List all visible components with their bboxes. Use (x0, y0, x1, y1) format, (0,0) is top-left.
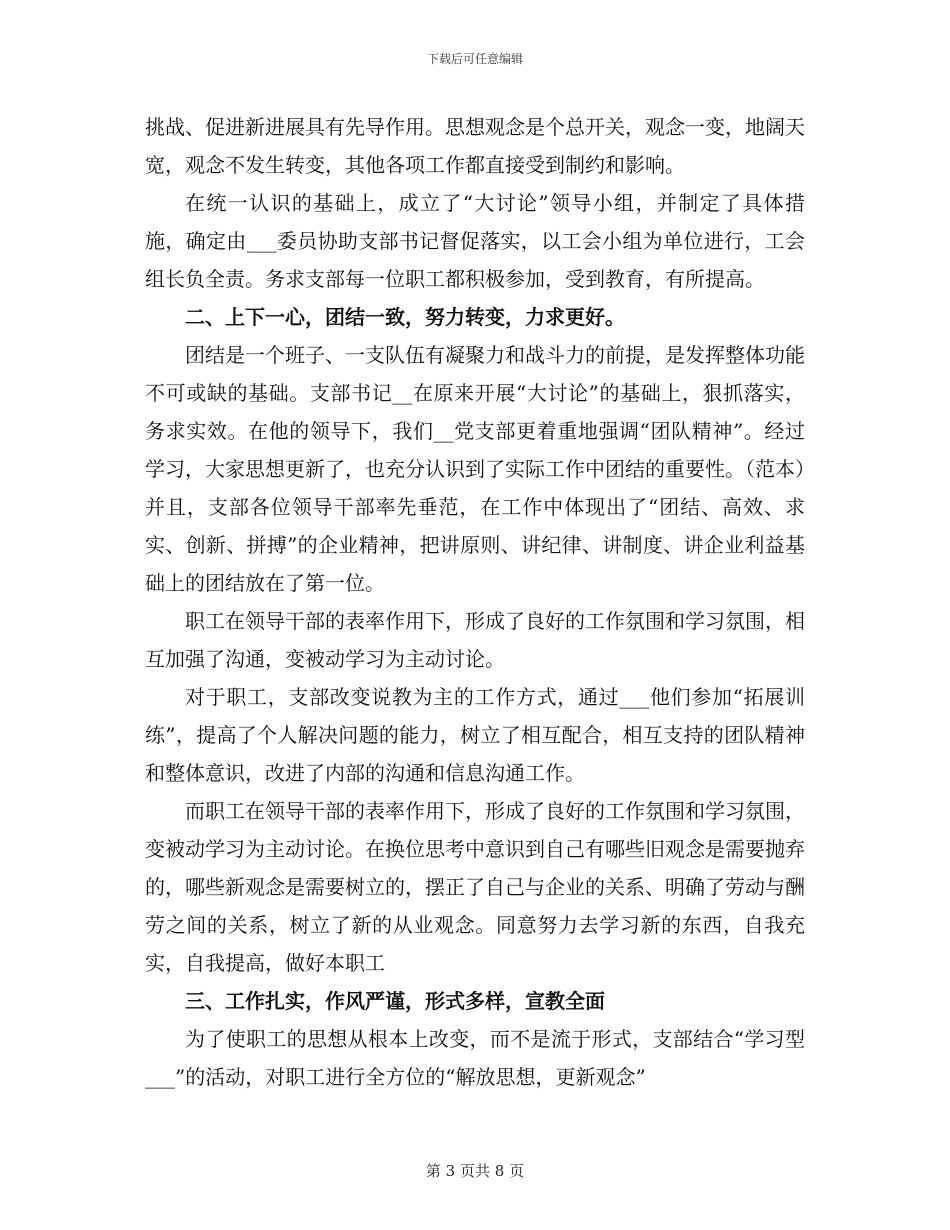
document-body (145, 108, 805, 1096)
page-header: 下载后可任意编辑 (426, 52, 523, 66)
paragraph-unity: 团结是一个班子、一支队伍有凝聚力和战斗力的前提，是发挥整体功能不可或缺的基础。支部书记__在原来开展“大讨论”的基础上，狠抓落实，务求实效。在他的领导下，我们__党支部更着重地强调“团队精神”。经过学习，大家思想更新了，也充分认识到了实际工作中团结的重要性。（范本）并且，支部各位领导干部率先垂范，在工作中体现出了“团结、高效、求实、创新、拼搏”的企业精神，把讲原则、讲纪律、讲制度、讲企业利益基础上的团结放在了第一位。 (145, 343, 805, 595)
section-heading-2: 二、上下一心，团结一致，努力转变，力求更好。 (185, 305, 625, 329)
page-footer: 第 3 页共 8 页 (425, 1162, 525, 1180)
paragraph-continued: 挑战、促进新进展具有先导作用。思想观念是个总开关，观念一变，地阔天宽，观念不发生转变，其他各项工作都直接受到制约和影响。 (145, 115, 805, 177)
paragraph-new-concepts: 而职工在领导干部的表率作用下，形成了良好的工作氛围和学习氛围，变被动学习为主动讨论。在换位思考中意识到自己有哪些旧观念是需要抛弃的，哪些新观念是需要树立的，摆正了自己与企业的关系、明确了劳动与酬劳之间的关系，树立了新的从业观念。同意努力去学习新的东西，自我充实，自我提高，做好本职工 (145, 799, 805, 975)
paragraph-training: 对于职工，支部改变说教为主的工作方式，通过___他们参加“拓展训练”，提高了个人解决问题的能力，树立了相互配合，相互支持的团队精神和整体意识，改进了内部的沟通和信息沟通工作。 (145, 685, 805, 785)
paragraph-learning-activity: 为了使职工的思想从根本上改变，而不是流于形式，支部结合“学习型___”的活动，对职工进行全方位的“解放思想，更新观念” (145, 1027, 805, 1089)
paragraph-atmosphere: 职工在领导干部的表率作用下，形成了良好的工作氛围和学习氛围，相互加强了沟通，变被动学习为主动讨论。 (145, 609, 805, 671)
paragraph-discussion-group: 在统一认识的基础上，成立了“大讨论”领导小组，并制定了具体措施，确定由___委员协助支部书记督促落实，以工会小组为单位进行，工会组长负全责。务求支部每一位职工都积极参加，受到教育，有所提高。 (145, 191, 805, 291)
section-heading-3: 三、工作扎实，作风严谨，形式多样，宣教全面 (185, 989, 605, 1013)
